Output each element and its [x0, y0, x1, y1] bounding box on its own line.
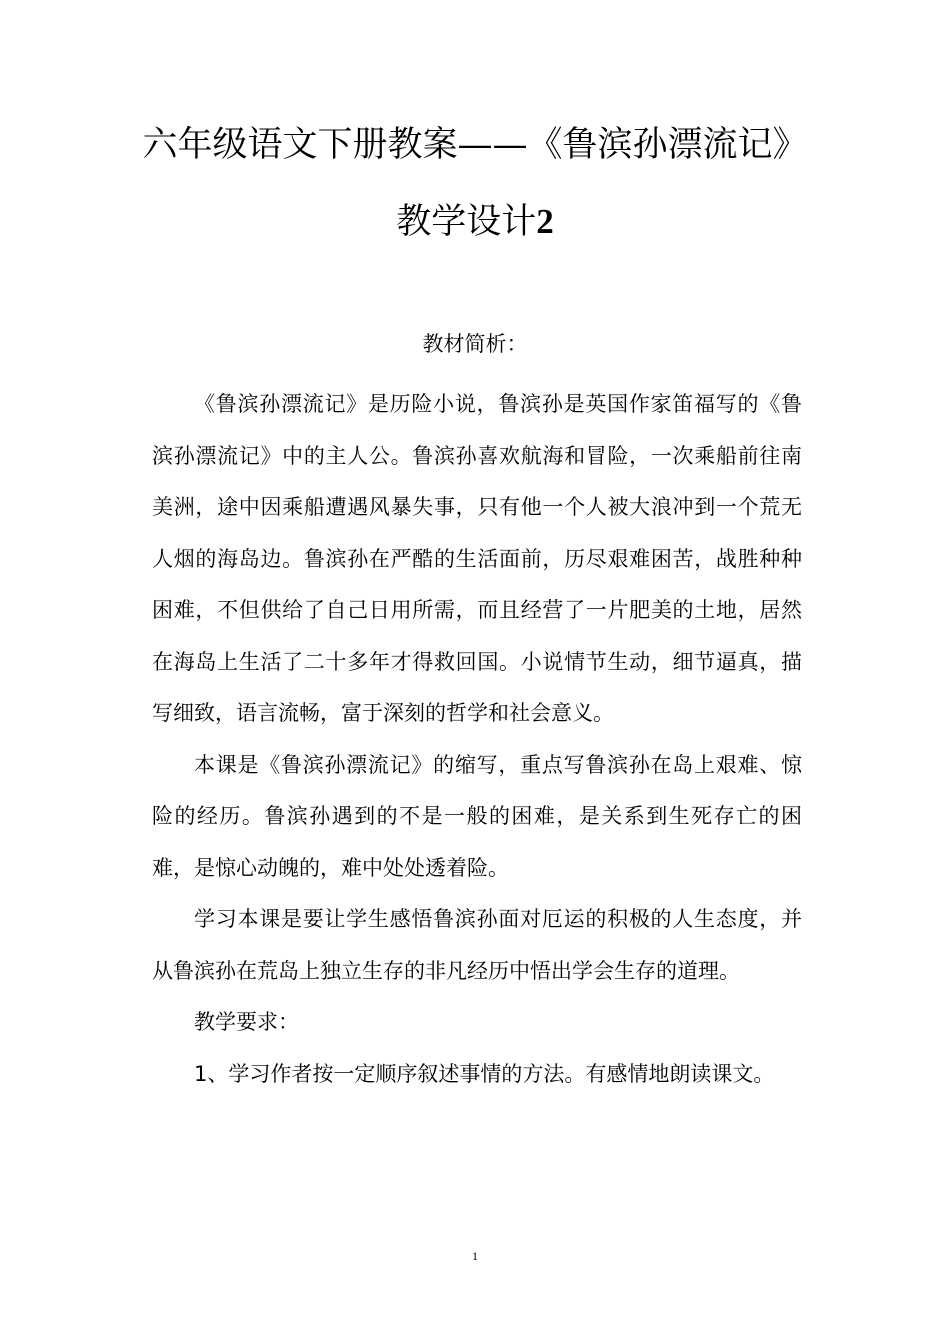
paragraph-heading: 教学要求： — [194, 1010, 299, 1034]
document-body — [152, 379, 802, 1100]
paragraph: 1、学习作者按一定顺序叙述事情的方法。有感情地朗读课文。 — [194, 1061, 775, 1086]
document-title-number: 2 — [536, 202, 554, 241]
document-title-line-1: 六年级语文下册教案——《鲁滨孙漂流记》 — [142, 125, 808, 165]
paragraph: 本课是《鲁滨孙漂流记》的缩写，重点写鲁滨孙在岛上艰难、惊险的经历。鲁滨孙遇到的不是一般的困难，是关系到生死存亡的困难，是惊心动魄的，难中处处透着险。 — [152, 752, 802, 880]
document-title-line-2 — [0, 202, 950, 242]
section-heading: 教材简析： — [422, 332, 528, 356]
page-number: 1 — [472, 1249, 478, 1263]
paragraph: 学习本课是要让学生感悟鲁滨孙面对厄运的积极的人生态度，并从鲁滨孙在荒岛上独立生存的非凡经历中悟出学会生存的道理。 — [152, 907, 802, 983]
document-title-text: 教学设计 — [396, 202, 537, 242]
paragraph: 《鲁滨孙漂流记》是历险小说，鲁滨孙是英国作家笛福写的《鲁滨孙漂流记》中的主人公。鲁滨孙喜欢航海和冒险，一次乘船前往南美洲，途中因乘船遭遇风暴失事，只有他一个人被大浪冲到一个荒无人烟的海岛边。鲁滨孙在严酷的生活面前，历尽艰难困苦，战胜种种困难，不但供给了自己日用所需，而且经营了一片肥美的土地，居然在海岛上生活了二十多年才得救回国。小说情节生动，细节逼真，描写细致，语言流畅，富于深刻的哲学和社会意义。 — [152, 392, 802, 725]
